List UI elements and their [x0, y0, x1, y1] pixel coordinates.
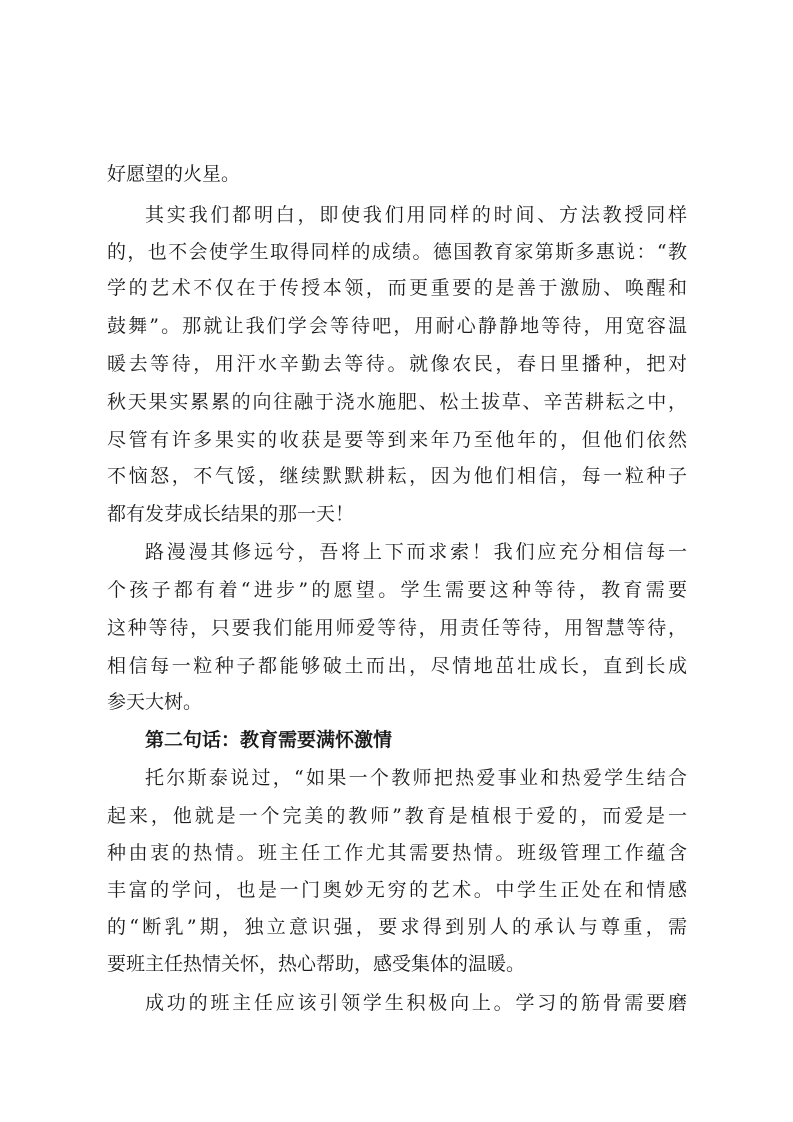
- paragraph-line: 的“断乳”期，独立意识强，要求得到别人的承认与尊重，需: [107, 916, 687, 938]
- paragraph-line: 托尔斯泰说过，“如果一个教师把热爱事业和热爱学生结合: [145, 767, 687, 789]
- paragraph-line: 鼓舞”。那就让我们学会等待吧，用耐心静静地等待，用宽容温: [107, 315, 687, 337]
- paragraph-line: 个孩子都有着“进步”的愿望。学生需要这种等待，教育需要: [107, 579, 687, 601]
- paragraph-line: 学的艺术不仅在于传授本领，而更重要的是善于激励、唤醒和: [107, 277, 687, 299]
- section-heading: 第二句话：教育需要满怀激情: [145, 729, 393, 751]
- paragraph-line: 秋天果实累累的向往融于浇水施肥、松土拔草、辛苦耕耘之中，: [107, 391, 687, 413]
- paragraph-line: 不恼怒，不气馁，继续默默耕耘，因为他们相信，每一粒种子: [107, 465, 687, 487]
- paragraph-line: 这种等待，只要我们能用师爱等待，用责任等待，用智慧等待，: [107, 617, 687, 639]
- paragraph-line: 要班主任热情关怀，热心帮助，感受集体的温暖。: [107, 953, 526, 975]
- paragraph-line: 种由衷的热情。班主任工作尤其需要热情。班级管理工作蕴含: [107, 842, 687, 864]
- paragraph-line: 相信每一粒种子都能够破土而出，尽情地茁壮成长，直到长成: [107, 655, 687, 677]
- paragraph-line: 好愿望的火星。: [107, 163, 241, 185]
- paragraph-line: 都有发芽成长结果的那一天！: [107, 503, 355, 525]
- paragraph-line: 其实我们都明白，即使我们用同样的时间、方法教授同样: [145, 204, 687, 226]
- paragraph-line: 尽管有许多果实的收获是要等到来年乃至他年的，但他们依然: [107, 429, 687, 451]
- paragraph-line: 路漫漫其修远兮，吾将上下而求索！我们应充分相信每一: [145, 541, 687, 563]
- paragraph-line: 参天大树。: [107, 691, 203, 713]
- paragraph-line: 暖去等待，用汗水辛勤去等待。就像农民，春日里播种，把对: [107, 353, 687, 375]
- paragraph-line: 起来，他就是一个完美的教师”教育是植根于爱的，而爱是一: [107, 805, 687, 827]
- paragraph-line: 丰富的学问，也是一门奥妙无穷的艺术。中学生正处在和情感: [107, 879, 687, 901]
- paragraph-line: 成功的班主任应该引领学生积极向上。学习的筋骨需要磨: [145, 992, 687, 1014]
- paragraph-line: 的，也不会使学生取得同样的成绩。德国教育家第斯多惠说：“教: [107, 241, 687, 263]
